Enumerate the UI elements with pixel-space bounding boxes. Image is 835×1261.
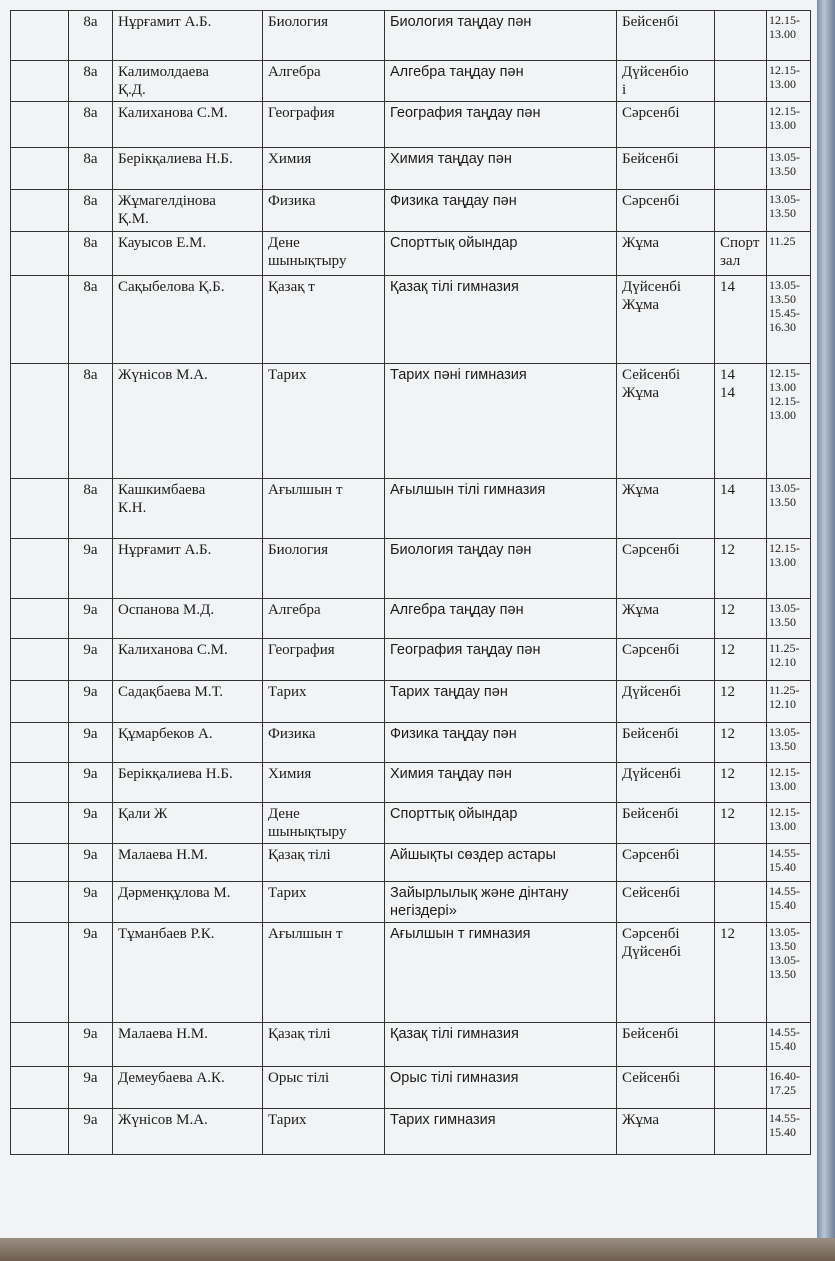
room-cell: 12	[715, 539, 767, 599]
teacher-cell: Жүнісов М.А.	[113, 1109, 263, 1155]
table-row	[11, 364, 811, 479]
teacher-cell: Тұманбаев Р.К.	[113, 923, 263, 1023]
row-margin-cell	[11, 1067, 69, 1109]
class-cell: 8а	[69, 11, 113, 61]
table-row	[11, 639, 811, 681]
time-cell: 12.15- 13.00	[767, 102, 811, 148]
class-cell: 9а	[69, 539, 113, 599]
table-row	[11, 599, 811, 639]
class-cell: 9а	[69, 639, 113, 681]
row-margin-cell	[11, 479, 69, 539]
time-cell: 13.05- 13.50	[767, 190, 811, 232]
table-row	[11, 102, 811, 148]
class-cell: 9а	[69, 1109, 113, 1155]
teacher-cell: Малаева Н.М.	[113, 1023, 263, 1067]
table-row	[11, 681, 811, 723]
row-margin-cell	[11, 882, 69, 923]
day-cell: Сейсенбі	[617, 882, 715, 923]
course-cell: Тарих гимназия	[385, 1109, 617, 1155]
teacher-cell: Жұмагелдінова Қ.М.	[113, 190, 263, 232]
subject-cell: География	[263, 639, 385, 681]
table-row	[11, 190, 811, 232]
subject-cell: Дене шынықтыру	[263, 232, 385, 276]
course-cell: Тарих таңдау пән	[385, 681, 617, 723]
class-cell: 9а	[69, 599, 113, 639]
class-cell: 9а	[69, 1067, 113, 1109]
course-cell: Химия таңдау пән	[385, 148, 617, 190]
class-cell: 8а	[69, 102, 113, 148]
time-cell: 14.55- 15.40	[767, 882, 811, 923]
room-cell	[715, 882, 767, 923]
room-cell: Спорт зал	[715, 232, 767, 276]
table-row	[11, 723, 811, 763]
table-row	[11, 1109, 811, 1155]
class-cell: 9а	[69, 763, 113, 803]
class-cell: 8а	[69, 364, 113, 479]
room-cell: 12	[715, 763, 767, 803]
time-cell: 11.25- 12.10	[767, 639, 811, 681]
teacher-cell: Сақыбелова Қ.Б.	[113, 276, 263, 364]
time-cell: 11.25	[767, 232, 811, 276]
subject-cell: Физика	[263, 723, 385, 763]
room-cell: 12	[715, 639, 767, 681]
course-cell: Тарих пәні гимназия	[385, 364, 617, 479]
course-cell: География таңдау пән	[385, 102, 617, 148]
teacher-cell: Садақбаева М.Т.	[113, 681, 263, 723]
day-cell: Сәрсенбі	[617, 190, 715, 232]
day-cell: Бейсенбі	[617, 1023, 715, 1067]
row-margin-cell	[11, 803, 69, 844]
course-cell: Айшықты сөздер астары	[385, 844, 617, 882]
day-cell: Сәрсенбі	[617, 639, 715, 681]
subject-cell: Биология	[263, 539, 385, 599]
room-cell	[715, 11, 767, 61]
table-row	[11, 539, 811, 599]
room-cell	[715, 190, 767, 232]
day-cell: Жұма	[617, 599, 715, 639]
course-cell: Биология таңдау пән	[385, 539, 617, 599]
subject-cell: Орыс тілі	[263, 1067, 385, 1109]
teacher-cell: Қали Ж	[113, 803, 263, 844]
row-margin-cell	[11, 11, 69, 61]
row-margin-cell	[11, 723, 69, 763]
room-cell: 12	[715, 599, 767, 639]
class-cell: 8а	[69, 232, 113, 276]
row-margin-cell	[11, 1023, 69, 1067]
class-cell: 8а	[69, 148, 113, 190]
row-margin-cell	[11, 1109, 69, 1155]
table-row	[11, 1023, 811, 1067]
time-cell: 13.05- 13.50 13.05- 13.50	[767, 923, 811, 1023]
time-cell: 14.55- 15.40	[767, 1109, 811, 1155]
room-cell	[715, 844, 767, 882]
room-cell: 14 14	[715, 364, 767, 479]
binder-edge	[817, 0, 835, 1261]
class-cell: 9а	[69, 844, 113, 882]
row-margin-cell	[11, 681, 69, 723]
time-cell: 13.05- 13.50	[767, 599, 811, 639]
day-cell: Сәрсенбі	[617, 844, 715, 882]
row-margin-cell	[11, 190, 69, 232]
time-cell: 16.40- 17.25	[767, 1067, 811, 1109]
subject-cell: Тарих	[263, 882, 385, 923]
time-cell: 13.05- 13.50	[767, 479, 811, 539]
subject-cell: Тарих	[263, 364, 385, 479]
room-cell: 14	[715, 276, 767, 364]
subject-cell: Ағылшын т	[263, 923, 385, 1023]
row-margin-cell	[11, 232, 69, 276]
teacher-cell: Құмарбеков А.	[113, 723, 263, 763]
subject-cell: Қазақ тілі	[263, 844, 385, 882]
class-cell: 8а	[69, 61, 113, 102]
class-cell: 8а	[69, 479, 113, 539]
time-cell: 12.15- 13.00	[767, 61, 811, 102]
course-cell: Алгебра таңдау пән	[385, 599, 617, 639]
time-cell: 12.15- 13.00	[767, 803, 811, 844]
row-margin-cell	[11, 539, 69, 599]
teacher-cell: Нұрғамит А.Б.	[113, 539, 263, 599]
course-cell: Физика таңдау пән	[385, 723, 617, 763]
day-cell: Сәрсенбі Дүйсенбі	[617, 923, 715, 1023]
teacher-cell: Дәрменқұлова М.	[113, 882, 263, 923]
teacher-cell: Оспанова М.Д.	[113, 599, 263, 639]
course-cell: Алгебра таңдау пән	[385, 61, 617, 102]
subject-cell: Қазақ т	[263, 276, 385, 364]
day-cell: Жұма	[617, 1109, 715, 1155]
subject-cell: Қазақ тілі	[263, 1023, 385, 1067]
teacher-cell: Демеубаева А.К.	[113, 1067, 263, 1109]
day-cell: Бейсенбі	[617, 723, 715, 763]
time-cell: 13.05- 13.50 15.45- 16.30	[767, 276, 811, 364]
table-row	[11, 11, 811, 61]
subject-cell: Дене шынықтыру	[263, 803, 385, 844]
day-cell: Дүйсенбі	[617, 763, 715, 803]
room-cell	[715, 148, 767, 190]
teacher-cell: Жүнісов М.А.	[113, 364, 263, 479]
room-cell: 12	[715, 681, 767, 723]
class-cell: 9а	[69, 882, 113, 923]
room-cell: 12	[715, 803, 767, 844]
day-cell: Жұма	[617, 232, 715, 276]
day-cell: Дүйсенбі	[617, 681, 715, 723]
time-cell: 12.15- 13.00	[767, 763, 811, 803]
course-cell: Ағылшын тілі гимназия	[385, 479, 617, 539]
table-surface	[0, 1238, 835, 1261]
day-cell: Сейсенбі	[617, 1067, 715, 1109]
time-cell: 13.05- 13.50	[767, 723, 811, 763]
row-margin-cell	[11, 923, 69, 1023]
class-cell: 9а	[69, 723, 113, 763]
time-cell: 12.15- 13.00	[767, 539, 811, 599]
subject-cell: Тарих	[263, 681, 385, 723]
table-row	[11, 844, 811, 882]
row-margin-cell	[11, 102, 69, 148]
subject-cell: Химия	[263, 763, 385, 803]
day-cell: Дүйсенбі Жұма	[617, 276, 715, 364]
time-cell: 12.15- 13.00 12.15- 13.00	[767, 364, 811, 479]
time-cell: 14.55- 15.40	[767, 1023, 811, 1067]
row-margin-cell	[11, 639, 69, 681]
class-cell: 9а	[69, 803, 113, 844]
subject-cell: Алгебра	[263, 61, 385, 102]
teacher-cell: Берікқалиева Н.Б.	[113, 763, 263, 803]
day-cell: Бейсенбі	[617, 11, 715, 61]
subject-cell: Химия	[263, 148, 385, 190]
room-cell	[715, 1067, 767, 1109]
teacher-cell: Нұрғамит А.Б.	[113, 11, 263, 61]
day-cell: Сейсенбі Жұма	[617, 364, 715, 479]
room-cell	[715, 61, 767, 102]
teacher-cell: Калимолдаева Қ.Д.	[113, 61, 263, 102]
course-cell: Орыс тілі гимназия	[385, 1067, 617, 1109]
teacher-cell: Малаева Н.М.	[113, 844, 263, 882]
class-cell: 9а	[69, 681, 113, 723]
course-cell: Зайырлылық және дінтану негіздері»	[385, 882, 617, 923]
schedule-table	[10, 10, 811, 1155]
table-row	[11, 763, 811, 803]
room-cell: 12	[715, 723, 767, 763]
teacher-cell: Кашкимбаева К.Н.	[113, 479, 263, 539]
day-cell: Жұма	[617, 479, 715, 539]
subject-cell: География	[263, 102, 385, 148]
class-cell: 8а	[69, 276, 113, 364]
day-cell: Сәрсенбі	[617, 539, 715, 599]
time-cell: 11.25- 12.10	[767, 681, 811, 723]
day-cell: Бейсенбі	[617, 803, 715, 844]
day-cell: Дүйсенбіо і	[617, 61, 715, 102]
subject-cell: Физика	[263, 190, 385, 232]
row-margin-cell	[11, 763, 69, 803]
table-row	[11, 148, 811, 190]
time-cell: 13.05- 13.50	[767, 148, 811, 190]
subject-cell: Тарих	[263, 1109, 385, 1155]
room-cell: 12	[715, 923, 767, 1023]
row-margin-cell	[11, 276, 69, 364]
table-row	[11, 61, 811, 102]
row-margin-cell	[11, 844, 69, 882]
teacher-cell: Калиханова С.М.	[113, 102, 263, 148]
row-margin-cell	[11, 61, 69, 102]
table-row	[11, 479, 811, 539]
room-cell	[715, 1023, 767, 1067]
subject-cell: Биология	[263, 11, 385, 61]
course-cell: География таңдау пән	[385, 639, 617, 681]
table-row	[11, 276, 811, 364]
teacher-cell: Берікқалиева Н.Б.	[113, 148, 263, 190]
course-cell: Химия таңдау пән	[385, 763, 617, 803]
row-margin-cell	[11, 599, 69, 639]
room-cell: 14	[715, 479, 767, 539]
time-cell: 12.15- 13.00	[767, 11, 811, 61]
class-cell: 8а	[69, 190, 113, 232]
table-row	[11, 882, 811, 923]
class-cell: 9а	[69, 1023, 113, 1067]
course-cell: Ағылшын т гимназия	[385, 923, 617, 1023]
day-cell: Бейсенбі	[617, 148, 715, 190]
subject-cell: Алгебра	[263, 599, 385, 639]
row-margin-cell	[11, 364, 69, 479]
table-row	[11, 1067, 811, 1109]
time-cell: 14.55- 15.40	[767, 844, 811, 882]
course-cell: Спорттық ойындар	[385, 803, 617, 844]
course-cell: Қазақ тілі гимназия	[385, 1023, 617, 1067]
teacher-cell: Калиханова С.М.	[113, 639, 263, 681]
row-margin-cell	[11, 148, 69, 190]
table-row	[11, 923, 811, 1023]
day-cell: Сәрсенбі	[617, 102, 715, 148]
table-row	[11, 803, 811, 844]
course-cell: Спорттық ойындар	[385, 232, 617, 276]
teacher-cell: Кауысов Е.М.	[113, 232, 263, 276]
room-cell	[715, 102, 767, 148]
room-cell	[715, 1109, 767, 1155]
course-cell: Қазақ тілі гимназия	[385, 276, 617, 364]
subject-cell: Ағылшын т	[263, 479, 385, 539]
table-row	[11, 232, 811, 276]
class-cell: 9а	[69, 923, 113, 1023]
course-cell: Физика таңдау пән	[385, 190, 617, 232]
course-cell: Биология таңдау пән	[385, 11, 617, 61]
